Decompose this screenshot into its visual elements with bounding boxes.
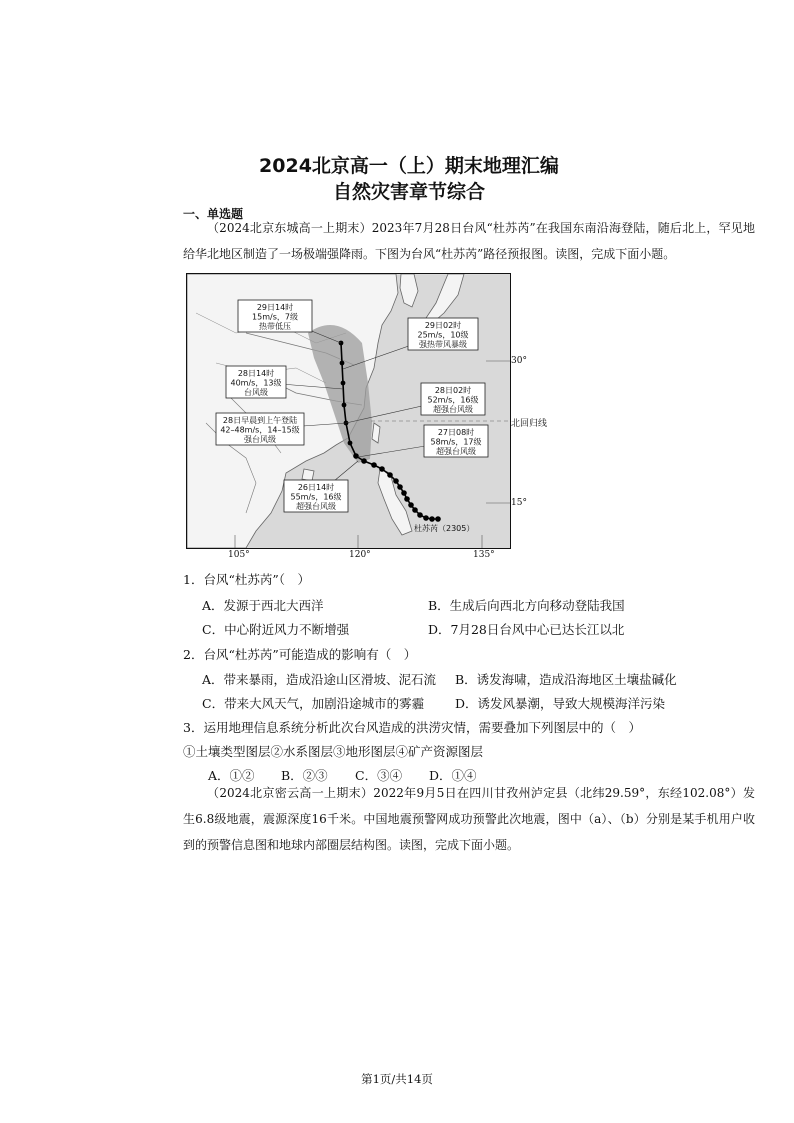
lat-label-30: 30° (511, 356, 527, 366)
question-3-option-b[interactable]: B．②③ (281, 768, 328, 783)
forecast-box-line: 15m/s，7级 (252, 312, 298, 322)
question-3-stem: 3．运用地理信息系统分析此次台风造成的洪涝灾情，需要叠加下列图层中的（ ） (183, 720, 641, 735)
forecast-box-line: 强台风级 (244, 435, 276, 444)
question-3-option-a[interactable]: A．①② (208, 768, 255, 783)
forecast-box-line: 40m/s，13级 (230, 378, 282, 388)
page-subtitle: 自然灾害章节综合 (332, 181, 485, 203)
question-1-option-d[interactable]: D．7月28日台风中心已达长江以北 (428, 622, 625, 637)
question-1-stem: 1．台风“杜苏芮”（ ） (183, 572, 310, 587)
forecast-box-line: 29日02时 (424, 321, 462, 330)
passage-typhoon: （2024北京东城高一上期末）2023年7月28日台风“杜苏芮”在我国东南沿海登陆，随后北上，罕见地给华北地区制造了一场极端强降雨。下图为台风“杜苏芮”路径预报图。读图，完成下面小题。 (183, 221, 755, 261)
lat-label-tropic: 北回归线 (511, 419, 548, 429)
question-3-option-d[interactable]: D．①④ (429, 768, 477, 783)
page-footer: 第1页/共14页 (361, 1072, 433, 1086)
question-1-option-a[interactable]: A．发源于西北大西洋 (202, 598, 324, 613)
lon-label-135: 135° (473, 550, 495, 560)
question-3-option-c[interactable]: C．③④ (355, 768, 403, 783)
page-title: 2024北京高一（上）期末地理汇编 (259, 155, 559, 177)
forecast-box-line: 台风级 (244, 388, 268, 397)
forecast-box-line: 42–48m/s，14–15级 (220, 425, 300, 435)
forecast-box-line: 超强台风级 (296, 502, 336, 511)
map-frame (186, 273, 511, 549)
forecast-box-line: 29日14时 (256, 303, 294, 312)
question-2-option-a[interactable]: A．带来暴雨，造成沿途山区滑坡、泥石流 (202, 672, 437, 687)
forecast-box-line: 28日14时 (237, 369, 275, 378)
passage-earthquake: （2024北京密云高一上期末）2022年9月5日在四川甘孜州泸定县（北纬29.59°，东经102.08°）发生6.8级地震，震源深度16千米。中国地震预警网成功预警此次地震，图中（a）、（b）分别是某手机用户收到的预警信息图和地球内部圈层结构图。读图，完成下面小题。 (183, 786, 755, 852)
forecast-box-line: 55m/s，16级 (290, 492, 342, 502)
lat-label-15: 15° (511, 498, 527, 508)
lon-label-120: 120° (349, 550, 371, 560)
forecast-box-line: 26日14时 (297, 483, 335, 492)
forecast-box-line: 25m/s，10级 (417, 330, 469, 340)
forecast-box-line: 27日08时 (437, 428, 475, 437)
typhoon-name-label: 杜苏芮（2305） (414, 524, 475, 533)
lon-label-105: 105° (228, 550, 250, 560)
question-3-layers: ①土壤类型图层②水系图层③地形图层④矿产资源图层 (183, 744, 484, 759)
forecast-box-line: 52m/s，16级 (427, 395, 479, 405)
question-2-stem: 2．台风“杜苏芮”可能造成的影响有（ ） (183, 647, 417, 662)
forecast-box-line: 28日早晨到上午登陆 (222, 416, 298, 425)
forecast-box-line: 58m/s，17级 (430, 437, 482, 447)
forecast-box-line: 28日02时 (434, 386, 472, 395)
forecast-box-line: 强热带风暴级 (419, 340, 467, 349)
question-1-option-b[interactable]: B．生成后向西北方向移动登陆我国 (428, 598, 625, 613)
question-1-option-c[interactable]: C．中心附近风力不断增强 (202, 622, 350, 637)
question-2-option-c[interactable]: C．带来大风天气，加剧沿途城市的雾霾 (202, 696, 425, 711)
section-title: 一、单选题 (183, 207, 244, 221)
question-2-option-b[interactable]: B．诱发海啸，造成沿海地区土壤盐碱化 (455, 672, 677, 687)
forecast-box-line: 超强台风级 (433, 405, 473, 414)
question-2-option-d[interactable]: D．诱发风暴潮，导致大规模海洋污染 (455, 696, 666, 711)
forecast-box-line: 热带低压 (259, 322, 291, 331)
forecast-box-line: 超强台风级 (436, 447, 476, 456)
